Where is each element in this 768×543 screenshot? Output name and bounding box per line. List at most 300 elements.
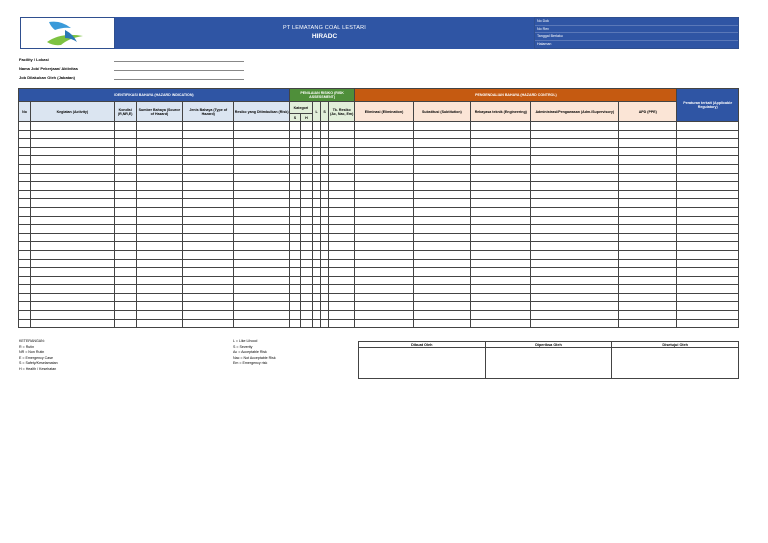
table-cell[interactable] bbox=[355, 182, 413, 191]
table-cell[interactable] bbox=[31, 285, 115, 294]
table-cell[interactable] bbox=[136, 199, 182, 208]
table-cell[interactable] bbox=[289, 190, 300, 199]
table-cell[interactable] bbox=[321, 199, 329, 208]
table-cell[interactable] bbox=[300, 233, 312, 242]
table-cell[interactable] bbox=[289, 182, 300, 191]
table-cell[interactable] bbox=[329, 276, 355, 285]
table-cell[interactable] bbox=[329, 147, 355, 156]
table-cell[interactable] bbox=[183, 302, 234, 311]
table-cell[interactable] bbox=[677, 216, 739, 225]
table-cell[interactable] bbox=[136, 293, 182, 302]
table-cell[interactable] bbox=[19, 190, 31, 199]
table-cell[interactable] bbox=[531, 199, 619, 208]
table-cell[interactable] bbox=[329, 259, 355, 268]
table-cell[interactable] bbox=[313, 199, 321, 208]
table-cell[interactable] bbox=[471, 233, 531, 242]
table-cell[interactable] bbox=[114, 147, 136, 156]
table-cell[interactable] bbox=[300, 259, 312, 268]
table-cell[interactable] bbox=[619, 293, 677, 302]
table-cell[interactable] bbox=[183, 250, 234, 259]
table-cell[interactable] bbox=[19, 250, 31, 259]
table-cell[interactable] bbox=[136, 190, 182, 199]
table-cell[interactable] bbox=[355, 233, 413, 242]
table-cell[interactable] bbox=[413, 242, 470, 251]
table-cell[interactable] bbox=[321, 190, 329, 199]
table-cell[interactable] bbox=[321, 319, 329, 328]
table-cell[interactable] bbox=[619, 250, 677, 259]
table-cell[interactable] bbox=[31, 233, 115, 242]
table-cell[interactable] bbox=[413, 285, 470, 294]
table-cell[interactable] bbox=[413, 216, 470, 225]
table-cell[interactable] bbox=[531, 242, 619, 251]
table-cell[interactable] bbox=[677, 319, 739, 328]
table-cell[interactable] bbox=[234, 122, 289, 131]
table-cell[interactable] bbox=[313, 122, 321, 131]
table-cell[interactable] bbox=[531, 216, 619, 225]
table-cell[interactable] bbox=[289, 250, 300, 259]
table-cell[interactable] bbox=[31, 173, 115, 182]
table-cell[interactable] bbox=[234, 156, 289, 165]
job-field[interactable] bbox=[114, 70, 244, 71]
table-cell[interactable] bbox=[321, 164, 329, 173]
table-cell[interactable] bbox=[234, 242, 289, 251]
table-cell[interactable] bbox=[136, 285, 182, 294]
table-cell[interactable] bbox=[114, 233, 136, 242]
table-cell[interactable] bbox=[31, 268, 115, 277]
table-cell[interactable] bbox=[183, 164, 234, 173]
table-cell[interactable] bbox=[19, 182, 31, 191]
table-cell[interactable] bbox=[136, 302, 182, 311]
table-cell[interactable] bbox=[234, 285, 289, 294]
table-cell[interactable] bbox=[471, 293, 531, 302]
table-cell[interactable] bbox=[619, 285, 677, 294]
table-cell[interactable] bbox=[321, 293, 329, 302]
table-cell[interactable] bbox=[471, 250, 531, 259]
table-cell[interactable] bbox=[114, 130, 136, 139]
table-cell[interactable] bbox=[619, 319, 677, 328]
table-cell[interactable] bbox=[31, 250, 115, 259]
table-cell[interactable] bbox=[31, 156, 115, 165]
table-cell[interactable] bbox=[19, 311, 31, 320]
table-cell[interactable] bbox=[413, 293, 470, 302]
table-cell[interactable] bbox=[300, 242, 312, 251]
table-cell[interactable] bbox=[531, 225, 619, 234]
table-cell[interactable] bbox=[677, 156, 739, 165]
table-cell[interactable] bbox=[234, 302, 289, 311]
table-cell[interactable] bbox=[329, 242, 355, 251]
table-cell[interactable] bbox=[183, 233, 234, 242]
table-cell[interactable] bbox=[234, 216, 289, 225]
table-cell[interactable] bbox=[321, 233, 329, 242]
table-cell[interactable] bbox=[677, 190, 739, 199]
table-cell[interactable] bbox=[471, 130, 531, 139]
table-cell[interactable] bbox=[329, 302, 355, 311]
table-cell[interactable] bbox=[289, 130, 300, 139]
table-cell[interactable] bbox=[114, 122, 136, 131]
table-cell[interactable] bbox=[413, 164, 470, 173]
table-cell[interactable] bbox=[289, 173, 300, 182]
table-cell[interactable] bbox=[183, 207, 234, 216]
table-cell[interactable] bbox=[531, 250, 619, 259]
table-cell[interactable] bbox=[677, 139, 739, 148]
table-cell[interactable] bbox=[313, 311, 321, 320]
table-cell[interactable] bbox=[677, 164, 739, 173]
table-cell[interactable] bbox=[531, 259, 619, 268]
table-cell[interactable] bbox=[619, 130, 677, 139]
table-cell[interactable] bbox=[413, 311, 470, 320]
table-cell[interactable] bbox=[321, 250, 329, 259]
table-cell[interactable] bbox=[355, 207, 413, 216]
table-cell[interactable] bbox=[531, 276, 619, 285]
table-cell[interactable] bbox=[234, 233, 289, 242]
table-cell[interactable] bbox=[531, 207, 619, 216]
table-cell[interactable] bbox=[413, 276, 470, 285]
table-cell[interactable] bbox=[531, 319, 619, 328]
table-cell[interactable] bbox=[321, 182, 329, 191]
table-cell[interactable] bbox=[234, 319, 289, 328]
table-cell[interactable] bbox=[471, 311, 531, 320]
table-cell[interactable] bbox=[183, 268, 234, 277]
table-cell[interactable] bbox=[413, 259, 470, 268]
table-cell[interactable] bbox=[300, 182, 312, 191]
table-cell[interactable] bbox=[136, 173, 182, 182]
table-cell[interactable] bbox=[321, 285, 329, 294]
table-cell[interactable] bbox=[531, 173, 619, 182]
table-cell[interactable] bbox=[471, 259, 531, 268]
table-cell[interactable] bbox=[136, 207, 182, 216]
table-cell[interactable] bbox=[313, 207, 321, 216]
table-cell[interactable] bbox=[289, 293, 300, 302]
table-cell[interactable] bbox=[313, 285, 321, 294]
table-cell[interactable] bbox=[531, 268, 619, 277]
table-cell[interactable] bbox=[19, 225, 31, 234]
table-cell[interactable] bbox=[313, 293, 321, 302]
table-cell[interactable] bbox=[114, 242, 136, 251]
table-cell[interactable] bbox=[321, 216, 329, 225]
table-cell[interactable] bbox=[19, 147, 31, 156]
table-cell[interactable] bbox=[234, 147, 289, 156]
table-cell[interactable] bbox=[531, 164, 619, 173]
table-cell[interactable] bbox=[183, 285, 234, 294]
table-cell[interactable] bbox=[234, 276, 289, 285]
table-cell[interactable] bbox=[313, 182, 321, 191]
table-cell[interactable] bbox=[31, 147, 115, 156]
table-cell[interactable] bbox=[471, 182, 531, 191]
table-cell[interactable] bbox=[619, 207, 677, 216]
table-cell[interactable] bbox=[300, 285, 312, 294]
table-cell[interactable] bbox=[19, 242, 31, 251]
table-cell[interactable] bbox=[114, 293, 136, 302]
table-cell[interactable] bbox=[289, 276, 300, 285]
table-cell[interactable] bbox=[329, 156, 355, 165]
table-cell[interactable] bbox=[136, 164, 182, 173]
table-cell[interactable] bbox=[31, 302, 115, 311]
facility-field[interactable] bbox=[114, 61, 244, 62]
table-cell[interactable] bbox=[31, 225, 115, 234]
table-cell[interactable] bbox=[471, 147, 531, 156]
table-cell[interactable] bbox=[471, 156, 531, 165]
table-cell[interactable] bbox=[289, 139, 300, 148]
table-cell[interactable] bbox=[289, 207, 300, 216]
table-cell[interactable] bbox=[355, 250, 413, 259]
table-cell[interactable] bbox=[183, 276, 234, 285]
table-cell[interactable] bbox=[300, 319, 312, 328]
table-cell[interactable] bbox=[329, 139, 355, 148]
table-cell[interactable] bbox=[677, 302, 739, 311]
table-cell[interactable] bbox=[413, 268, 470, 277]
table-cell[interactable] bbox=[136, 259, 182, 268]
table-cell[interactable] bbox=[471, 216, 531, 225]
table-cell[interactable] bbox=[619, 233, 677, 242]
table-cell[interactable] bbox=[300, 302, 312, 311]
table-cell[interactable] bbox=[19, 199, 31, 208]
table-cell[interactable] bbox=[114, 268, 136, 277]
table-cell[interactable] bbox=[19, 268, 31, 277]
table-cell[interactable] bbox=[300, 225, 312, 234]
table-cell[interactable] bbox=[677, 268, 739, 277]
table-cell[interactable] bbox=[114, 319, 136, 328]
table-cell[interactable] bbox=[471, 276, 531, 285]
table-cell[interactable] bbox=[300, 216, 312, 225]
table-cell[interactable] bbox=[413, 207, 470, 216]
table-cell[interactable] bbox=[531, 311, 619, 320]
table-cell[interactable] bbox=[31, 216, 115, 225]
table-cell[interactable] bbox=[355, 302, 413, 311]
table-cell[interactable] bbox=[114, 139, 136, 148]
table-cell[interactable] bbox=[329, 190, 355, 199]
table-cell[interactable] bbox=[355, 259, 413, 268]
table-cell[interactable] bbox=[300, 311, 312, 320]
table-cell[interactable] bbox=[677, 182, 739, 191]
table-cell[interactable] bbox=[355, 122, 413, 131]
table-cell[interactable] bbox=[183, 173, 234, 182]
table-cell[interactable] bbox=[234, 207, 289, 216]
table-cell[interactable] bbox=[136, 130, 182, 139]
table-cell[interactable] bbox=[531, 233, 619, 242]
table-cell[interactable] bbox=[19, 285, 31, 294]
table-cell[interactable] bbox=[321, 268, 329, 277]
table-cell[interactable] bbox=[136, 122, 182, 131]
table-cell[interactable] bbox=[31, 293, 115, 302]
table-cell[interactable] bbox=[677, 242, 739, 251]
table-cell[interactable] bbox=[413, 190, 470, 199]
table-cell[interactable] bbox=[31, 182, 115, 191]
checked-by-signature-cell[interactable] bbox=[485, 348, 612, 379]
table-cell[interactable] bbox=[355, 276, 413, 285]
table-cell[interactable] bbox=[471, 302, 531, 311]
table-cell[interactable] bbox=[300, 276, 312, 285]
table-cell[interactable] bbox=[234, 190, 289, 199]
table-cell[interactable] bbox=[413, 122, 470, 131]
table-cell[interactable] bbox=[183, 319, 234, 328]
table-cell[interactable] bbox=[114, 207, 136, 216]
table-cell[interactable] bbox=[677, 233, 739, 242]
performed-by-field[interactable] bbox=[114, 79, 244, 80]
table-cell[interactable] bbox=[531, 122, 619, 131]
table-cell[interactable] bbox=[136, 276, 182, 285]
table-cell[interactable] bbox=[300, 199, 312, 208]
table-cell[interactable] bbox=[329, 293, 355, 302]
table-cell[interactable] bbox=[531, 130, 619, 139]
table-cell[interactable] bbox=[329, 250, 355, 259]
table-cell[interactable] bbox=[329, 233, 355, 242]
table-cell[interactable] bbox=[114, 250, 136, 259]
table-cell[interactable] bbox=[183, 311, 234, 320]
made-by-signature-cell[interactable] bbox=[359, 348, 486, 379]
table-cell[interactable] bbox=[355, 311, 413, 320]
table-cell[interactable] bbox=[136, 233, 182, 242]
table-cell[interactable] bbox=[289, 147, 300, 156]
table-cell[interactable] bbox=[300, 207, 312, 216]
table-cell[interactable] bbox=[677, 276, 739, 285]
table-cell[interactable] bbox=[19, 276, 31, 285]
table-cell[interactable] bbox=[114, 190, 136, 199]
table-cell[interactable] bbox=[289, 259, 300, 268]
table-cell[interactable] bbox=[329, 319, 355, 328]
table-cell[interactable] bbox=[321, 122, 329, 131]
table-cell[interactable] bbox=[234, 199, 289, 208]
table-cell[interactable] bbox=[531, 139, 619, 148]
table-cell[interactable] bbox=[289, 122, 300, 131]
table-cell[interactable] bbox=[329, 199, 355, 208]
table-cell[interactable] bbox=[677, 225, 739, 234]
table-cell[interactable] bbox=[19, 130, 31, 139]
table-cell[interactable] bbox=[31, 130, 115, 139]
table-cell[interactable] bbox=[413, 225, 470, 234]
table-cell[interactable] bbox=[355, 130, 413, 139]
table-cell[interactable] bbox=[289, 233, 300, 242]
table-cell[interactable] bbox=[114, 259, 136, 268]
table-cell[interactable] bbox=[234, 164, 289, 173]
table-cell[interactable] bbox=[329, 311, 355, 320]
table-cell[interactable] bbox=[31, 122, 115, 131]
table-cell[interactable] bbox=[19, 319, 31, 328]
table-cell[interactable] bbox=[471, 319, 531, 328]
table-cell[interactable] bbox=[677, 199, 739, 208]
table-cell[interactable] bbox=[677, 259, 739, 268]
table-cell[interactable] bbox=[136, 311, 182, 320]
table-cell[interactable] bbox=[234, 311, 289, 320]
table-cell[interactable] bbox=[114, 182, 136, 191]
table-cell[interactable] bbox=[289, 242, 300, 251]
table-cell[interactable] bbox=[619, 164, 677, 173]
table-cell[interactable] bbox=[413, 319, 470, 328]
table-cell[interactable] bbox=[321, 276, 329, 285]
table-cell[interactable] bbox=[183, 259, 234, 268]
table-cell[interactable] bbox=[531, 302, 619, 311]
table-cell[interactable] bbox=[31, 311, 115, 320]
table-cell[interactable] bbox=[19, 173, 31, 182]
table-cell[interactable] bbox=[329, 225, 355, 234]
table-cell[interactable] bbox=[471, 173, 531, 182]
table-cell[interactable] bbox=[413, 182, 470, 191]
table-cell[interactable] bbox=[355, 293, 413, 302]
table-cell[interactable] bbox=[313, 242, 321, 251]
table-cell[interactable] bbox=[19, 207, 31, 216]
table-cell[interactable] bbox=[471, 207, 531, 216]
table-cell[interactable] bbox=[321, 225, 329, 234]
table-cell[interactable] bbox=[300, 139, 312, 148]
table-cell[interactable] bbox=[300, 164, 312, 173]
table-cell[interactable] bbox=[136, 268, 182, 277]
table-cell[interactable] bbox=[289, 319, 300, 328]
table-cell[interactable] bbox=[234, 139, 289, 148]
table-cell[interactable] bbox=[234, 293, 289, 302]
table-cell[interactable] bbox=[355, 164, 413, 173]
table-cell[interactable] bbox=[677, 285, 739, 294]
table-cell[interactable] bbox=[313, 225, 321, 234]
table-cell[interactable] bbox=[677, 207, 739, 216]
table-cell[interactable] bbox=[313, 233, 321, 242]
table-cell[interactable] bbox=[329, 285, 355, 294]
table-cell[interactable] bbox=[234, 268, 289, 277]
table-cell[interactable] bbox=[321, 130, 329, 139]
table-cell[interactable] bbox=[114, 302, 136, 311]
table-cell[interactable] bbox=[183, 216, 234, 225]
table-cell[interactable] bbox=[619, 173, 677, 182]
table-cell[interactable] bbox=[329, 216, 355, 225]
table-cell[interactable] bbox=[355, 147, 413, 156]
table-cell[interactable] bbox=[313, 276, 321, 285]
table-cell[interactable] bbox=[677, 311, 739, 320]
table-cell[interactable] bbox=[183, 139, 234, 148]
table-cell[interactable] bbox=[619, 311, 677, 320]
table-cell[interactable] bbox=[355, 199, 413, 208]
table-cell[interactable] bbox=[136, 242, 182, 251]
table-cell[interactable] bbox=[329, 182, 355, 191]
table-cell[interactable] bbox=[183, 242, 234, 251]
table-cell[interactable] bbox=[234, 182, 289, 191]
table-cell[interactable] bbox=[313, 190, 321, 199]
table-cell[interactable] bbox=[329, 164, 355, 173]
table-cell[interactable] bbox=[531, 156, 619, 165]
table-cell[interactable] bbox=[31, 242, 115, 251]
table-cell[interactable] bbox=[114, 173, 136, 182]
table-cell[interactable] bbox=[234, 173, 289, 182]
table-cell[interactable] bbox=[355, 173, 413, 182]
table-cell[interactable] bbox=[619, 147, 677, 156]
table-cell[interactable] bbox=[300, 130, 312, 139]
table-cell[interactable] bbox=[471, 164, 531, 173]
table-cell[interactable] bbox=[531, 190, 619, 199]
table-cell[interactable] bbox=[114, 164, 136, 173]
table-cell[interactable] bbox=[31, 164, 115, 173]
approved-by-signature-cell[interactable] bbox=[612, 348, 739, 379]
table-cell[interactable] bbox=[619, 242, 677, 251]
table-cell[interactable] bbox=[31, 259, 115, 268]
table-cell[interactable] bbox=[619, 302, 677, 311]
table-cell[interactable] bbox=[313, 216, 321, 225]
table-cell[interactable] bbox=[136, 225, 182, 234]
table-cell[interactable] bbox=[321, 139, 329, 148]
table-cell[interactable] bbox=[19, 259, 31, 268]
table-cell[interactable] bbox=[471, 122, 531, 131]
table-cell[interactable] bbox=[31, 319, 115, 328]
table-cell[interactable] bbox=[619, 216, 677, 225]
table-cell[interactable] bbox=[300, 190, 312, 199]
table-cell[interactable] bbox=[677, 173, 739, 182]
table-cell[interactable] bbox=[183, 182, 234, 191]
table-cell[interactable] bbox=[413, 130, 470, 139]
table-cell[interactable] bbox=[114, 311, 136, 320]
table-cell[interactable] bbox=[289, 285, 300, 294]
table-cell[interactable] bbox=[413, 199, 470, 208]
table-cell[interactable] bbox=[531, 293, 619, 302]
table-cell[interactable] bbox=[114, 199, 136, 208]
table-cell[interactable] bbox=[234, 259, 289, 268]
table-cell[interactable] bbox=[619, 139, 677, 148]
table-cell[interactable] bbox=[471, 225, 531, 234]
